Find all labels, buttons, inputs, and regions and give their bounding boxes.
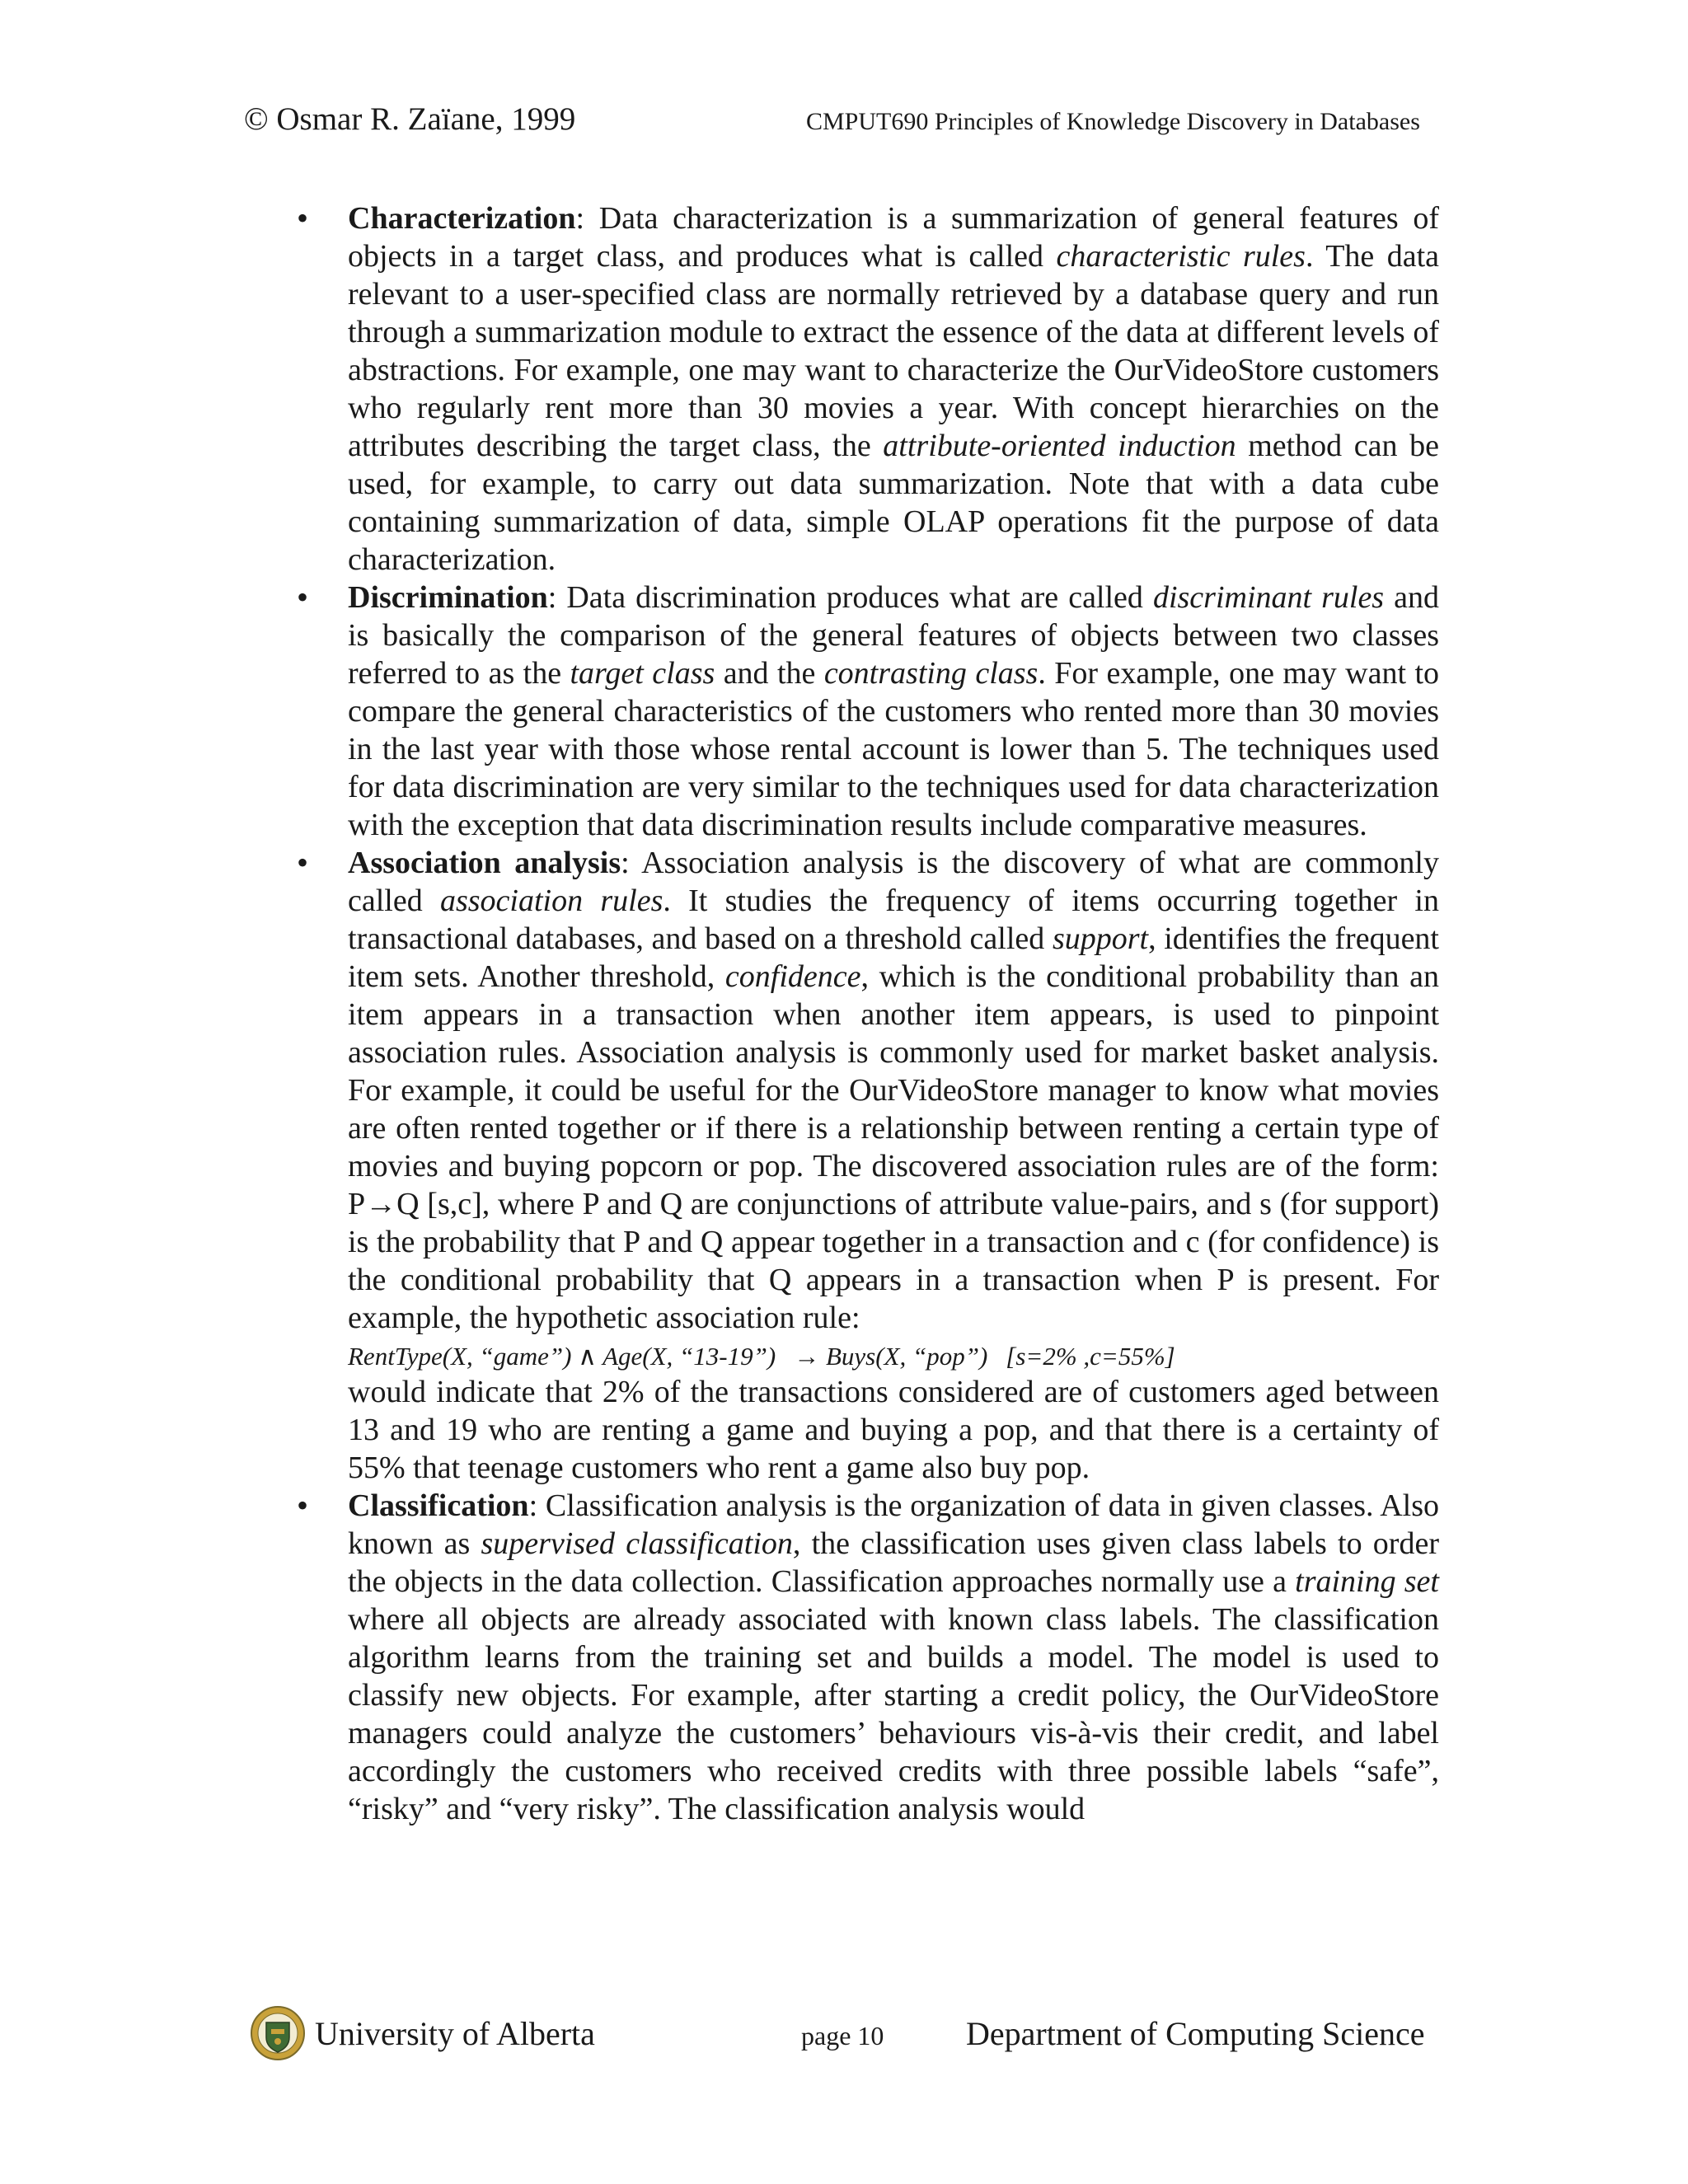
body-text: . It studies the frequency of items occurring together in transactional databases, and based on a threshold called xyxy=(348,883,1439,956)
rule-antecedent: RentType(X, “game”) ∧ Age(X, “13-19”) xyxy=(348,1342,776,1371)
bullet-icon: • xyxy=(297,579,309,616)
body-text: method can be used, for example, to carry out data summarization. Note that with a data cube containing summarization of data, simple OLAP operations fit the purpose of data characterization. xyxy=(348,429,1439,577)
body-text: where all objects are already associated with known class labels. The classification algorithm learns from the training set and builds a model. The model is used to classify new objects. For example, after starting a credit policy, the OurVideoStore managers could analyze the customers’ behaviours vis-à-vis their credit, and label accordingly the customers who received credits with three possible labels “safe”, “risky” and “very risky”. The classification analysis would xyxy=(348,1602,1439,1826)
emphasis-text: discriminant rules xyxy=(1152,580,1385,615)
body-text: would indicate that 2% of the transactions considered are of customers aged between 13 and 19 who are renting a game and buying a pop, and that there is a certainty of 55% that teenage customers who rent a game also buy pop. xyxy=(348,1375,1439,1485)
body-text: , which is the conditional probability than an item appears in a transaction when another item appears, is used to pinpoint association rules. Association analysis is commonly used for market basket analysis. For example, it could be useful for the OurVideoStore manager to know what movies are often rented together or if there is a relationship between renting a certain type of movies and buying popcorn or pop. The discovered association rules are of the form: P→Q [s,c], where P and Q are conjunctions of attribute value-pairs, and s (for support) is the probability that P and Q appear together in a transaction and c (for confidence) is the conditional probability that Q appears in a transaction when P is present. For example, the hypothetic association rule: xyxy=(348,959,1439,1335)
body-text: : Data discrimination produces what are called xyxy=(547,580,1153,615)
footer-university: University of Alberta xyxy=(315,2015,595,2052)
header-author: © Osmar R. Zaïane, 1999 xyxy=(244,101,576,137)
page-number: page 10 xyxy=(801,2021,884,2050)
bullet-icon: • xyxy=(297,199,309,237)
emphasis-text: target class xyxy=(570,656,715,691)
emphasis-text: association rules xyxy=(439,883,663,918)
rule-consequent: → Buys(X, “pop”) xyxy=(794,1342,988,1371)
mining-functions-list xyxy=(297,199,1439,1828)
emphasis-text: training set xyxy=(1295,1564,1439,1599)
emphasis-text: contrasting class xyxy=(823,656,1039,691)
emphasis-text: support xyxy=(1052,921,1149,956)
emphasis-text: attribute-oriented induction xyxy=(883,429,1236,463)
body-text: , identifies the frequent item sets. Another threshold, xyxy=(348,921,1439,994)
list-item-association-analysis xyxy=(297,844,1439,1487)
list-item-discrimination xyxy=(297,579,1439,844)
term-classification: Classification xyxy=(348,1488,529,1523)
header-course-title: CMPUT690 Principles of Knowledge Discovery in Databases xyxy=(806,108,1420,135)
university-crest-icon xyxy=(250,2004,306,2062)
body-text: : Classification analysis is the organization of data in given classes. Also known as xyxy=(348,1488,1439,1561)
term-characterization: Characterization xyxy=(348,201,576,236)
bullet-icon: • xyxy=(297,1487,309,1524)
body-text: and is basically the comparison of the general features of objects between two classes referred to as the xyxy=(348,580,1440,691)
emphasis-text: confidence xyxy=(724,959,861,994)
term-association-analysis: Association analysis xyxy=(348,846,621,880)
bullet-icon: • xyxy=(297,844,309,881)
body-text: : Data characterization is a summarization of general features of objects in a target class, and produces what is called xyxy=(348,201,1439,274)
emphasis-text: supervised classification xyxy=(481,1526,793,1561)
body-text: and the xyxy=(715,656,824,691)
body-text: . For example, one may want to compare the general characteristics of the customers who rented more than 30 movies in the last year with those whose rental account is lower than 5. The techniques used for data discrimination are very similar to the techniques used for data characterization with the exception that data discrimination results include comparative measures. xyxy=(348,656,1440,842)
body-text: , the classification uses given class labels to order the objects in the data collection. Classification approaches normally use a xyxy=(348,1526,1439,1599)
association-rule-formula xyxy=(348,1340,1439,1373)
body-text: . The data relevant to a user-specified class are normally retrieved by a database query and run through a summarization module to extract the essence of the data at different levels of abstractions. For example, one may want to characterize the OurVideoStore customers who regularly rent more than 30 movies a year. With concept hierarchies on the attributes describing the target class, the xyxy=(348,239,1440,463)
term-discrimination: Discrimination xyxy=(348,580,548,615)
footer-department: Department of Computing Science xyxy=(966,2015,1425,2052)
emphasis-text: characteristic rules xyxy=(1056,239,1306,274)
list-item-characterization xyxy=(297,199,1439,579)
rule-measures: [s=2% ,c=55%] xyxy=(1006,1342,1175,1371)
page-footer xyxy=(0,2004,1688,2070)
list-item-classification xyxy=(297,1487,1439,1828)
body-text: : Association analysis is the discovery of what are commonly called xyxy=(348,846,1439,918)
